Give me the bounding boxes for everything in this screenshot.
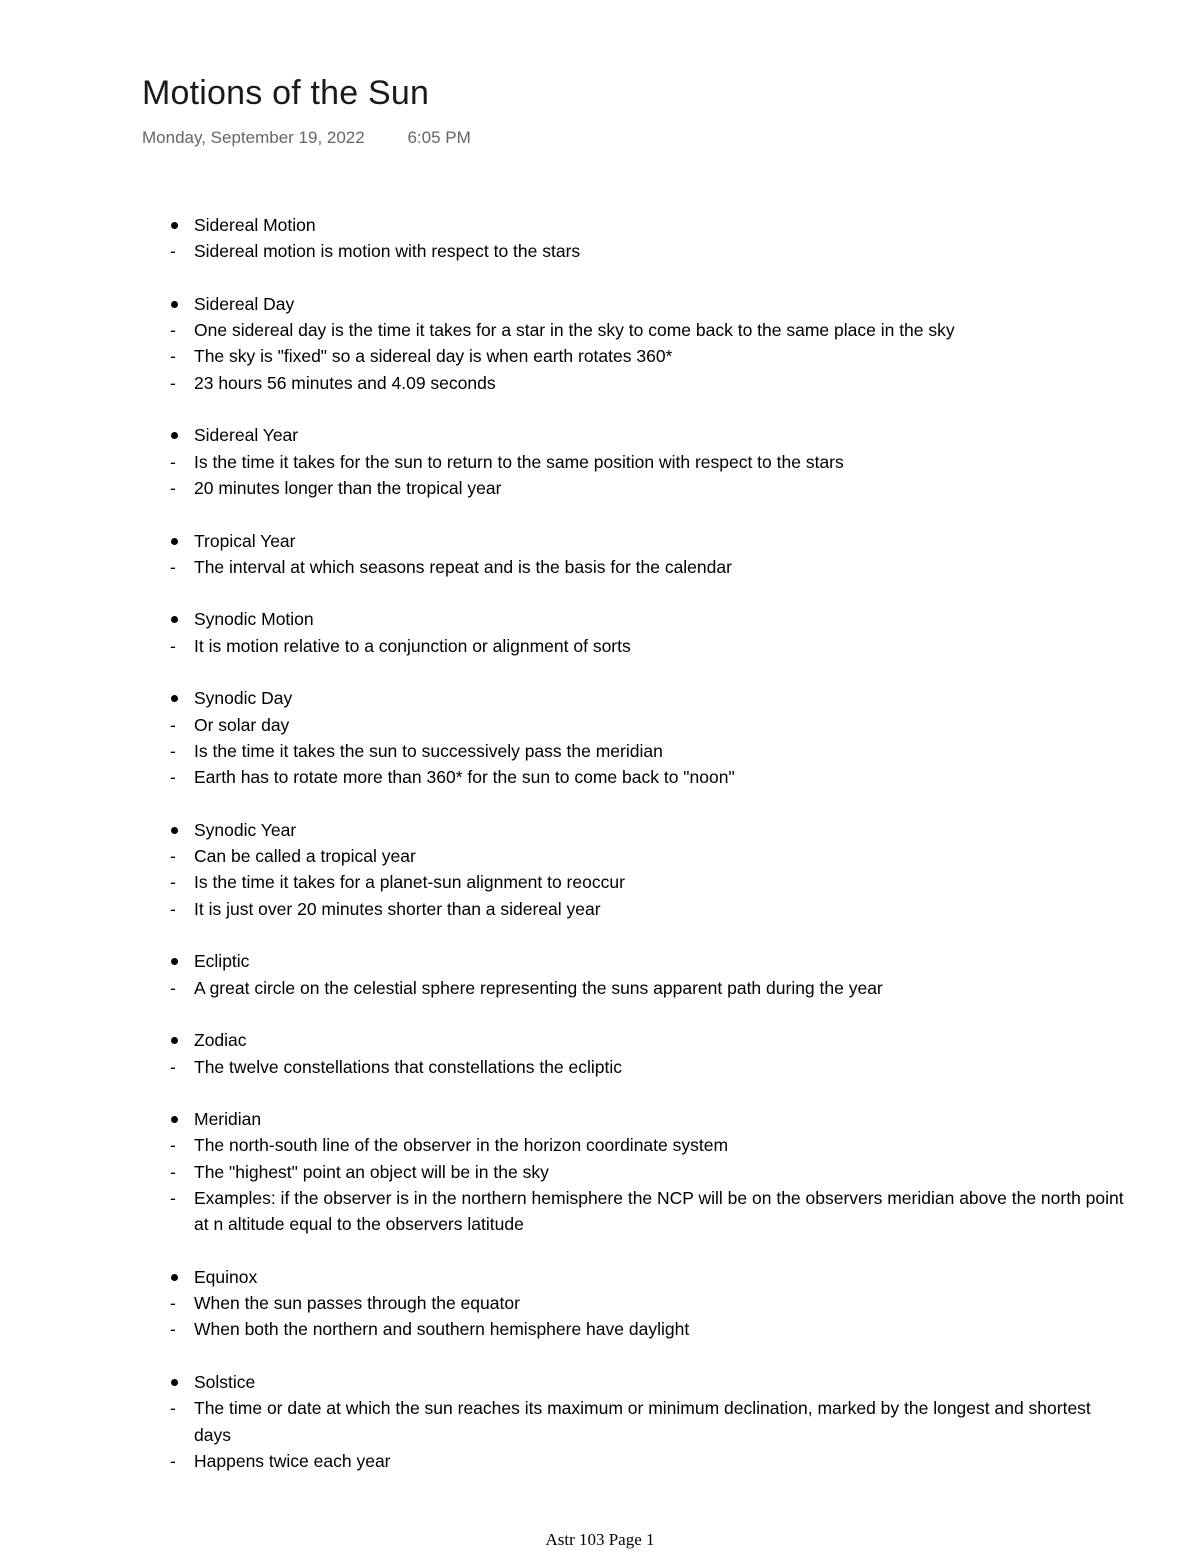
- bullet-icon: [171, 695, 178, 702]
- outline-section: [170, 212, 1130, 265]
- bullet-icon: [171, 1116, 178, 1123]
- point-text: Is the time it takes for the sun to return to the same position with respect to the stars: [194, 451, 844, 472]
- bullet-icon: [171, 958, 178, 965]
- point-text: Is the time it takes the sun to successively pass the meridian: [194, 740, 663, 761]
- bullet-item: [170, 422, 1130, 448]
- section-heading: Solstice: [194, 1372, 256, 1393]
- point-text: The north-south line of the observer in the horizon coordinate system: [194, 1135, 729, 1156]
- note-date: Monday, September 19, 2022: [142, 128, 365, 147]
- bullet-icon: [171, 1037, 178, 1044]
- point-text: Earth has to rotate more than 360* for the sun to come back to "noon": [194, 767, 735, 788]
- dash-icon: -: [170, 1293, 176, 1314]
- bullet-icon: [171, 616, 178, 623]
- point-text: Happens twice each year: [194, 1450, 391, 1471]
- dash-icon: -: [170, 635, 176, 656]
- dash-item: [170, 843, 1130, 869]
- bullet-item: [170, 685, 1130, 711]
- dash-item: [170, 1290, 1130, 1316]
- page-footer: Astr 103 Page 1: [545, 1530, 655, 1549]
- dash-icon: -: [170, 1398, 176, 1419]
- outline-section: [170, 291, 1130, 396]
- dash-item: [170, 370, 1130, 396]
- dash-icon: -: [170, 898, 176, 919]
- point-text: 23 hours 56 minutes and 4.09 seconds: [194, 372, 496, 393]
- point-text: The sky is "fixed" so a sidereal day is when earth rotates 360*: [194, 346, 673, 367]
- dash-item: [170, 1185, 1130, 1238]
- dash-item: [170, 633, 1130, 659]
- point-text: The interval at which seasons repeat and is the basis for the calendar: [194, 556, 732, 577]
- dash-item: [170, 738, 1130, 764]
- dash-item: [170, 449, 1130, 475]
- bullet-item: [170, 1106, 1130, 1132]
- section-heading: Tropical Year: [194, 530, 296, 551]
- point-text: When the sun passes through the equator: [194, 1293, 520, 1314]
- section-heading: Synodic Motion: [194, 609, 314, 630]
- note-body: [170, 212, 1130, 1501]
- outline-section: [170, 1264, 1130, 1343]
- section-heading: Equinox: [194, 1266, 258, 1287]
- point-text: Sidereal motion is motion with respect to the stars: [194, 241, 581, 262]
- dash-item: [170, 475, 1130, 501]
- dash-icon: -: [170, 1161, 176, 1182]
- dash-item: [170, 1159, 1130, 1185]
- dash-icon: -: [170, 556, 176, 577]
- outline-section: [170, 685, 1130, 790]
- bullet-icon: [171, 222, 178, 229]
- bullet-item: [170, 528, 1130, 554]
- bullet-item: [170, 1369, 1130, 1395]
- dash-item: [170, 764, 1130, 790]
- dash-item: [170, 1448, 1130, 1474]
- bullet-item: [170, 817, 1130, 843]
- outline-section: [170, 948, 1130, 1001]
- bullet-icon: [171, 1274, 178, 1281]
- dash-icon: -: [170, 1450, 176, 1471]
- dash-icon: -: [170, 1319, 176, 1340]
- dash-icon: -: [170, 320, 176, 341]
- dash-item: [170, 975, 1130, 1001]
- outline-section: [170, 422, 1130, 501]
- dash-icon: -: [170, 977, 176, 998]
- dash-icon: -: [170, 346, 176, 367]
- outline-section: [170, 606, 1130, 659]
- section-heading: Zodiac: [194, 1030, 247, 1051]
- section-heading: Synodic Day: [194, 688, 293, 709]
- bullet-item: [170, 606, 1130, 632]
- dash-item: [170, 1054, 1130, 1080]
- bullet-icon: [171, 432, 178, 439]
- dash-icon: -: [170, 767, 176, 788]
- dash-icon: -: [170, 1187, 176, 1208]
- point-text: When both the northern and southern hemisphere have daylight: [194, 1319, 690, 1340]
- bullet-icon: [171, 1379, 178, 1386]
- outline-section: [170, 1369, 1130, 1474]
- section-heading: Ecliptic: [194, 951, 250, 972]
- dash-icon: -: [170, 872, 176, 893]
- dash-icon: -: [170, 846, 176, 867]
- dash-item: [170, 712, 1130, 738]
- bullet-icon: [171, 827, 178, 834]
- dash-item: [170, 343, 1130, 369]
- section-heading: Sidereal Motion: [194, 215, 316, 235]
- dash-icon: -: [170, 1135, 176, 1156]
- point-text: Examples: if the observer is in the northern hemisphere the NCP will be on the observers meridian above the north point at n altitude equal to the observers latitude: [194, 1187, 1124, 1235]
- outline-section: [170, 1106, 1130, 1237]
- point-text: The "highest" point an object will be in the sky: [194, 1161, 549, 1182]
- section-heading: Sidereal Year: [194, 425, 299, 446]
- bullet-item: [170, 1264, 1130, 1290]
- dash-item: [170, 554, 1130, 580]
- section-heading: Synodic Year: [194, 819, 297, 840]
- note-time: 6:05 PM: [407, 128, 471, 147]
- dash-icon: -: [170, 1056, 176, 1077]
- dash-icon: -: [170, 714, 176, 735]
- point-text: The time or date at which the sun reaches its maximum or minimum declination, marked by the longest and shortest days: [194, 1398, 1091, 1445]
- dash-item: [170, 1316, 1130, 1342]
- dash-item: [170, 238, 1130, 264]
- dash-icon: -: [170, 372, 176, 393]
- dash-icon: -: [170, 451, 176, 472]
- bullet-item: [170, 291, 1130, 317]
- bullet-item: [170, 1027, 1130, 1053]
- point-text: It is motion relative to a conjunction or alignment of sorts: [194, 635, 631, 656]
- page-title: Motions of the Sun: [142, 74, 430, 112]
- note-metadata: [142, 128, 471, 148]
- point-text: 20 minutes longer than the tropical year: [194, 477, 502, 498]
- bullet-icon: [171, 301, 178, 308]
- point-text: Can be called a tropical year: [194, 846, 416, 867]
- dash-icon: -: [170, 477, 176, 498]
- section-heading: Sidereal Day: [194, 293, 295, 314]
- dash-icon: -: [170, 740, 176, 761]
- section-heading: Meridian: [194, 1109, 262, 1130]
- outline-section: [170, 1027, 1130, 1080]
- dash-item: [170, 1132, 1130, 1158]
- point-text: Or solar day: [194, 714, 290, 735]
- dash-item: [170, 869, 1130, 895]
- point-text: It is just over 20 minutes shorter than a sidereal year: [194, 898, 601, 919]
- dash-item: [170, 317, 1130, 343]
- outline-section: [170, 817, 1130, 922]
- point-text: A great circle on the celestial sphere representing the suns apparent path during the year: [194, 977, 883, 998]
- dash-item: [170, 1395, 1130, 1448]
- dash-item: [170, 896, 1130, 922]
- bullet-icon: [171, 538, 178, 545]
- point-text: The twelve constellations that constellations the ecliptic: [194, 1056, 623, 1077]
- point-text: One sidereal day is the time it takes for a star in the sky to come back to the same place in the sky: [194, 320, 955, 341]
- outline-section: [170, 528, 1130, 581]
- dash-icon: -: [170, 241, 176, 262]
- bullet-item: [170, 212, 1130, 238]
- point-text: Is the time it takes for a planet-sun alignment to reoccur: [194, 872, 625, 893]
- bullet-item: [170, 948, 1130, 974]
